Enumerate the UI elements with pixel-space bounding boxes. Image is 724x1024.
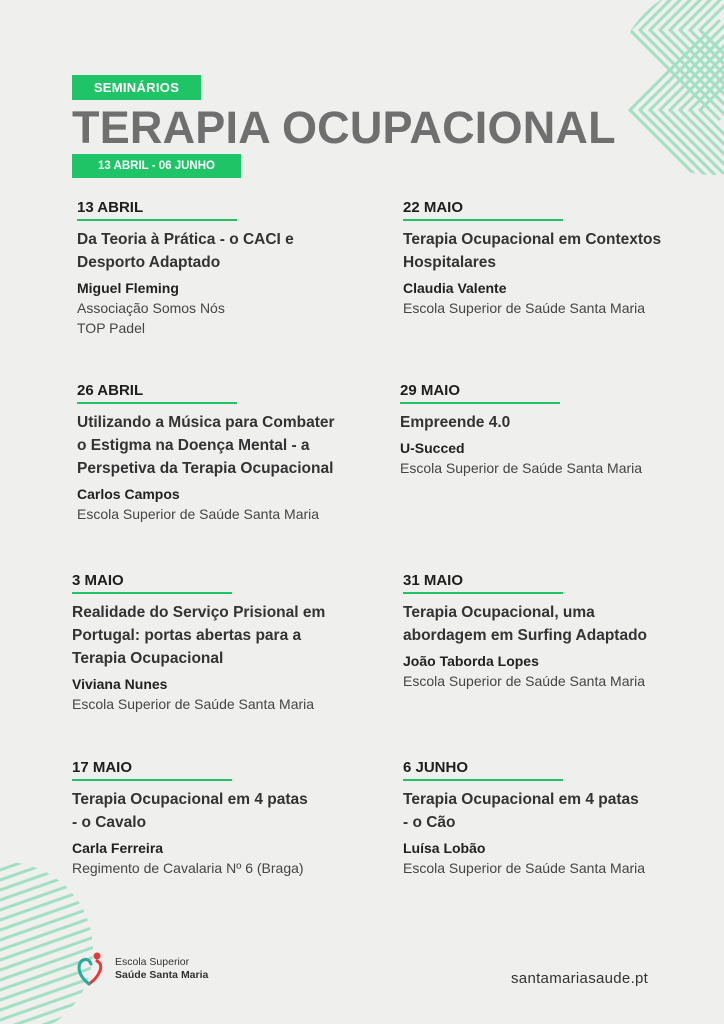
event-affiliation: Escola Superior de Saúde Santa Maria — [403, 860, 646, 876]
logo-text-line2: Saúde Santa Maria — [115, 969, 209, 981]
event-title: Realidade do Serviço Prisional em Portugal: portas abertas para a Terapia Ocupacional — [72, 604, 326, 667]
school-logo — [75, 951, 208, 987]
event-speaker: Miguel Fleming — [77, 280, 179, 296]
event-affiliation: Escola Superior de Saúde Santa Maria — [400, 460, 643, 476]
event-speaker: Viviana Nunes — [72, 676, 168, 692]
event-card — [77, 382, 392, 524]
date-underline — [400, 402, 560, 404]
event-title: Terapia Ocupacional em Contextos Hospitalares — [403, 231, 662, 271]
event-speaker: Carlos Campos — [77, 486, 180, 502]
event-affiliation: Associação Somos Nós TOP Padel — [77, 300, 225, 336]
heart-figure-icon — [75, 951, 107, 987]
event-card — [72, 759, 387, 878]
date-underline — [72, 592, 232, 594]
event-date: 17 MAIO — [72, 759, 133, 776]
event-card — [72, 572, 387, 714]
date-underline — [72, 779, 232, 781]
event-date: 26 ABRIL — [77, 382, 144, 399]
logo-text-line1: Escola Superior — [115, 956, 190, 968]
date-underline — [77, 219, 237, 221]
event-date: 31 MAIO — [403, 572, 464, 589]
event-affiliation: Escola Superior de Saúde Santa Maria — [72, 696, 315, 712]
event-card — [403, 759, 718, 878]
event-card — [403, 199, 718, 318]
event-card — [400, 382, 715, 478]
chevron-pattern-top-right — [600, 0, 724, 200]
event-date: 22 MAIO — [403, 199, 464, 216]
event-title: Terapia Ocupacional em 4 patas - o Cavalo — [72, 791, 308, 831]
event-speaker: Claudia Valente — [403, 280, 507, 296]
event-affiliation: Escola Superior de Saúde Santa Maria — [77, 506, 320, 522]
event-speaker: João Taborda Lopes — [403, 653, 539, 669]
event-date: 3 MAIO — [72, 572, 124, 589]
event-affiliation: Regimento de Cavalaria Nº 6 (Braga) — [72, 860, 304, 876]
event-speaker: U-Succed — [400, 440, 465, 456]
event-title: Terapia Ocupacional, uma abordagem em Surfing Adaptado — [403, 604, 648, 644]
website-link[interactable]: santamariasaude.pt — [511, 970, 649, 987]
date-underline — [77, 402, 237, 404]
event-title: Empreende 4.0 — [400, 414, 511, 431]
category-badge: SEMINÁRIOS — [72, 75, 201, 100]
page-title: TERAPIA OCUPACIONAL — [72, 102, 616, 153]
date-underline — [403, 779, 563, 781]
stripe-pattern-bottom-left — [0, 855, 95, 1024]
event-affiliation: Escola Superior de Saúde Santa Maria — [403, 673, 646, 689]
event-speaker: Luísa Lobão — [403, 840, 486, 856]
date-underline — [403, 592, 563, 594]
event-date: 6 JUNHO — [403, 759, 469, 776]
event-date: 29 MAIO — [400, 382, 461, 399]
event-date: 13 ABRIL — [77, 199, 144, 216]
event-card — [77, 199, 392, 338]
event-affiliation: Escola Superior de Saúde Santa Maria — [403, 300, 646, 316]
event-card — [403, 572, 718, 691]
date-underline — [403, 219, 563, 221]
event-title: Da Teoria à Prática - o CACI e Desporto Adaptado — [77, 231, 294, 271]
event-speaker: Carla Ferreira — [72, 840, 164, 856]
event-title: Terapia Ocupacional em 4 patas - o Cão — [403, 791, 639, 831]
date-range-badge: 13 ABRIL - 06 JUNHO — [72, 154, 241, 178]
event-title: Utilizando a Música para Combater o Estigma na Doença Mental - a Perspetiva da Terapia Ocupacional — [77, 414, 335, 477]
